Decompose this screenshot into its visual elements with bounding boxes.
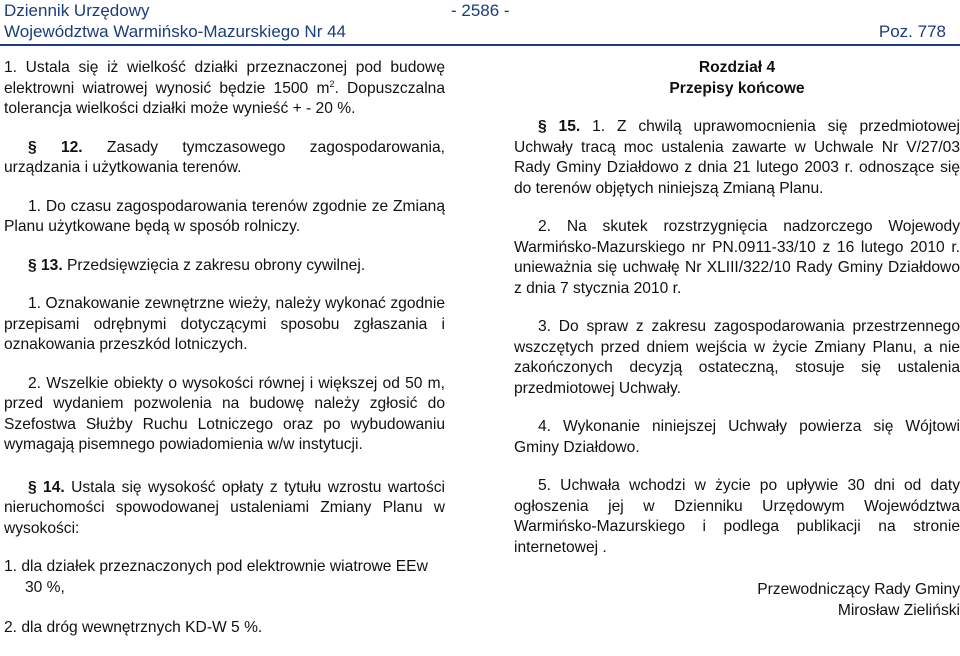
section-14-title: Ustala się wysokość opłaty z tytułu wzrostu wartości nieruchomości spowodowanej ustaleniami Zmiany Planu w wysokości: (4, 478, 446, 537)
section-12-item-1: 1. Do czasu zagospodarowania terenów zgodnie ze Zmianą Planu użytkowane będą w sposób rolniczy. (4, 197, 445, 235)
section-12-title: Zasady tymczasowego zagospodarowania, urządzania i użytkowania terenów. (4, 138, 445, 176)
section-15-item-1-text: 1. Z chwilą uprawomocnienia się przedmiotowej Uchwały tracą moc ustalenia zawarte w Uchwale Nr V/27/03 Rady Gminy Działdowo z dnia 21 lutego 2003 r. odnoszące się do terenów objętych niniejszą Zmianą Planu. (514, 118, 960, 197)
left-column (4, 58, 445, 639)
section-13-item-1: 1. Oznakowanie zewnętrzne wieży, należy wykonać zgodnie przepisami odrębnymi dotyczącymi sposobu zgłaszania i oznakowania przeszkód lotniczych. (4, 295, 445, 353)
paragraph-plot-size (4, 58, 445, 120)
section-15-number: § 15. (538, 118, 581, 135)
signature-name: Mirosław Zieliński (837, 601, 960, 619)
section-13-title: Przedsięwzięcia z zakresu obrony cywilnej. (62, 256, 366, 274)
page-header (0, 0, 960, 44)
voivodeship-issue: Województwa Warmińsko-Mazurskiego Nr 44 (4, 22, 346, 41)
right-column (514, 58, 960, 621)
tolerance-text: . Dopuszczalna tolerancja wielkości działki może wynieść + - 20 %. (4, 79, 445, 117)
section-14-number: § 14. (28, 478, 65, 496)
section-13 (4, 256, 445, 277)
journal-title: Dziennik Urzędowy (4, 1, 150, 20)
section-15-item-1 (514, 117, 960, 199)
superscript: 2 (329, 78, 335, 89)
chapter-title: Przepisy końcowe (669, 79, 805, 97)
section-12 (4, 138, 445, 179)
header-rule (0, 44, 960, 46)
chapter-number: Rozdział 4 (698, 59, 776, 76)
page-number: - 2586 - (451, 1, 510, 20)
signature-title: Przewodniczący Rady Gminy (757, 581, 960, 598)
section-15-item-4: 4. Wykonanie niniejszej Uchwały powierza się Wójtowi Gminy Działdowo. (514, 418, 960, 456)
section-14 (4, 478, 445, 540)
section-15-item-2: 2. Na skutek rozstrzygnięcia nadzorczego Wojewody Warmińsko-Mazurskiego nr PN.0911-33/10 z 16 lutego 2010 r. unieważnia się uchwałę Nr XLIII/322/10 Rady Gminy Działdowo z dnia 7 stycznia 2010 r. (514, 218, 960, 297)
section-14-item-2: 2. dla dróg wewnętrznych KD-W 5 %. (4, 619, 263, 636)
section-13-number: § 13. (28, 256, 63, 274)
section-15-item-5: 5. Uchwała wchodzi w życie po upływie 30 dni od daty ogłoszenia jej w Dzienniku Urzędowym Województwa Warmińsko-Mazurskiego i podlega publikacji na stronie internetowej . (514, 477, 960, 556)
section-15-item-3: 3. Do spraw z zakresu zagospodarowania przestrzennego wszczętych przed dniem wejścia w życie Zmiany Planu, a nie zakończonych decyzją ostateczną, stosuje się ustalenia przedmiotowej Uchwały. (514, 318, 960, 397)
plot-size-text: 1. Ustala się iż wielkość działki przeznaczonej pod budowę elektrowni wiatrowej wynosić będzie 1500 m (4, 59, 445, 97)
section-13-item-2: 2. Wszelkie obiekty o wysokości równej i większej od 50 m, przed wydaniem pozwolenia na budowę należy zgłosić do Szefostwa Służby Ruchu Lotniczego oraz po wybudowaniu wymagają pisemnego powiadomienia w/w instytucji. (4, 374, 445, 453)
position-number: Poz. 778 (878, 22, 946, 41)
section-12-number: § 12. (28, 138, 83, 156)
section-14-item-1: 1. dla działek przeznaczonych pod elektrownie wiatrowe EEw 30 %, (4, 558, 428, 596)
